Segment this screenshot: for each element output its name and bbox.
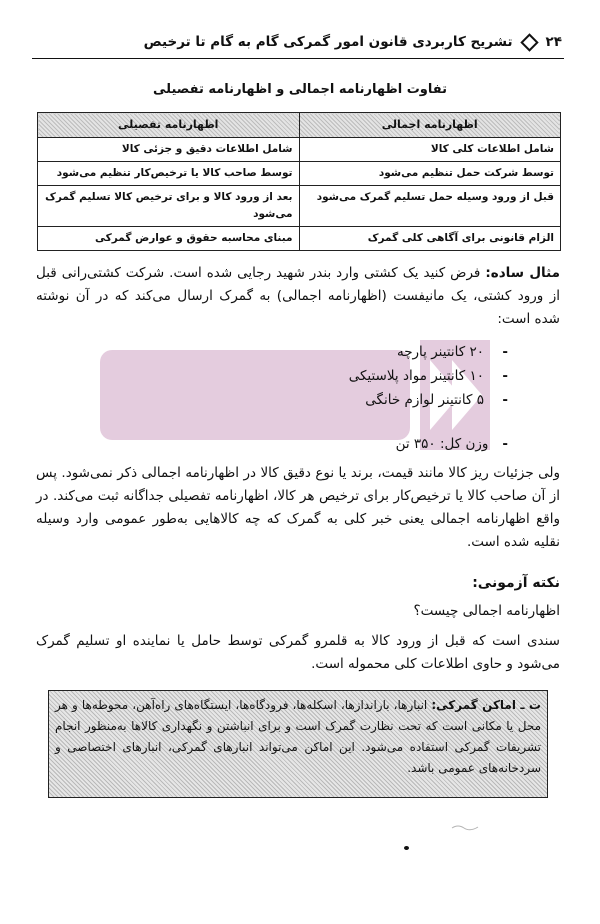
quiz-question: اظهارنامه اجمالی چیست؟ xyxy=(413,603,560,619)
ink-dot xyxy=(404,846,409,850)
quiz-answer: سندی است که قبل از ورود کالا به قلمرو گمرکی توسط حامل یا نماینده او تسلیم گمرک می‌شود و حاوی اطلاعات کلی محموله است. xyxy=(36,633,560,672)
page-header xyxy=(34,34,562,50)
ink-mark xyxy=(450,822,480,832)
table-row xyxy=(38,186,561,227)
table-cell: مبنای محاسبه حقوق و عوارض گمرکی xyxy=(38,227,300,251)
cargo-list xyxy=(349,340,508,412)
table-cell: قبل از ورود وسیله حمل تسلیم گمرک می‌شود xyxy=(299,186,561,227)
table-cell: بعد از ورود کالا و برای ترخیص کالا تسلیم گمرک می‌شود xyxy=(38,186,300,227)
list-item: - ۲۰ کانتینر پارچه xyxy=(396,344,508,360)
example-paragraph xyxy=(36,262,560,331)
table-cell: شامل اطلاعات کلی کالا xyxy=(299,138,561,162)
book-title: تشریح کاربردی قانون امور گمرکی گام به گام تا ترخیص xyxy=(143,34,513,50)
definition-box xyxy=(48,690,548,798)
table-cell: الزام قانونی برای آگاهی کلی گمرک xyxy=(299,227,561,251)
column-header-summary: اظهارنامه اجمالی xyxy=(299,113,561,138)
example-label: مثال ساده: xyxy=(485,265,560,281)
example-conclusion: ولی جزئیات ریز کالا مانند قیمت، برند یا نوع دقیق کالا در اظهارنامه اجمالی ذکر نمی‌شود. پس از آن صاحب کالا یا ترخیص‌کار برای ترخیص هر کالا، اظهارنامه تفصیلی جداگانه ثبت می‌کند. در واقع اظهارنامه اجمالی یعنی خبر کلی به گمرک که چه کالاهایی به‌طور عمومی وارد وسیله نقلیه شده است. xyxy=(36,465,560,550)
table-cell: شامل اطلاعات دقیق و جزئی کالا xyxy=(38,138,300,162)
diamond-icon xyxy=(520,33,538,51)
total-weight: - وزن کل: ۳۵۰ تن xyxy=(395,436,508,452)
example-intro: فرض کنید یک کشتی وارد بندر شهید رجایی شده است. شرکت کشتی‌رانی قبل از ورود کشتی، یک مانیفست (اظهارنامه اجمالی) به گمرک ارسال می‌کند که در آن نوشته شده است: xyxy=(36,265,560,327)
list-item: - ۵ کانتینر لوازم خانگی xyxy=(365,392,508,408)
table-cell: توسط صاحب کالا یا ترخیص‌کار تنظیم می‌شود xyxy=(38,162,300,186)
table-row xyxy=(38,138,561,162)
table-row xyxy=(38,227,561,251)
quiz-heading: نکته آزمونی: xyxy=(472,575,560,591)
table-cell: توسط شرکت حمل تنظیم می‌شود xyxy=(299,162,561,186)
column-header-detailed: اظهارنامه تفصیلی xyxy=(38,113,300,138)
comparison-table xyxy=(37,112,561,251)
list-item: - ۱۰ کانتینر مواد پلاستیکی xyxy=(348,368,508,384)
table-title: تفاوت اظهارنامه اجمالی و اظهارنامه تفصیلی xyxy=(153,82,447,97)
table-row xyxy=(38,162,561,186)
page-number: ۲۴ xyxy=(545,34,562,50)
definition-label: ت ـ اماکن گمرکی: xyxy=(431,698,541,712)
table-header-row xyxy=(38,113,561,138)
definition-text: انبارها، بارانداز‌ها، اسکله‌ها، فرودگاه‌ها، ایستگاه‌های راه‌آهن، محوطه‌ها و هر محل یا مکانی است که تحت نظارت گمرک است و برای انباشتن و نگهداری کالاها به‌منظور انجام تشریفات گمرکی استفاده می‌شود. این اماکن می‌تواند انبارهای گمرکی، انبارهای اختصاصی و سردخانه‌های عمومی باشد. xyxy=(55,698,541,775)
header-divider xyxy=(32,58,564,59)
